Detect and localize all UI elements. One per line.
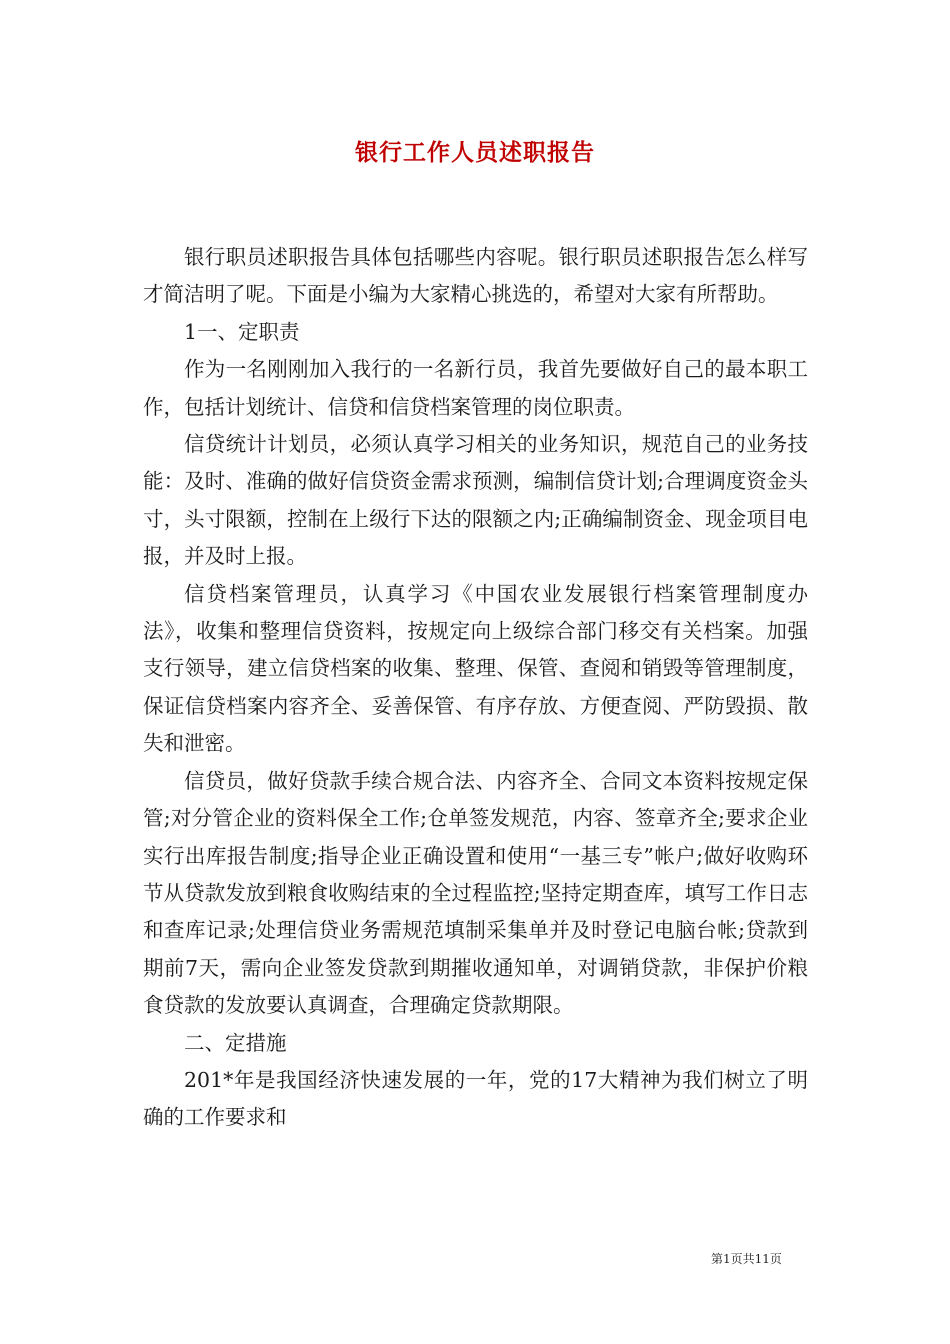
paragraph-credit-officer: 信贷员，做好贷款手续合规合法、内容齐全、合同文本资料按规定保管;对分管企业的资料保全工作;仓单签发规范，内容、签章齐全;要求企业实行出库报告制度;指导企业正确设置和使用“一基三专”帐户;做好收购环节从贷款发放到粮食收购结束的全过程监控;坚持定期查库，填写工作日志和查库记录;处理信贷业务需规范填制采集单并及时登记电脑台帐;贷款到期前7天，需向企业签发贷款到期摧收通知单，对调销贷款，非保护价粮食贷款的发放要认真调查，合理确定贷款期限。: [143, 768, 808, 1018]
paragraph-statistics-planner: 信贷统计计划员，必须认真学习相关的业务知识，规范自己的业务技能：及时、准确的做好信贷资金需求预测，编制信贷计划;合理调度资金头寸，头寸限额，控制在上级行下达的限额之内;正确编制资金、现金项目电报，并及时上报。: [143, 432, 808, 569]
page-number: 第1页共11页: [711, 1252, 782, 1266]
paragraph-intro: 银行职员述职报告具体包括哪些内容呢。银行职员述职报告怎么样写才简洁明了呢。下面是小编为大家精心挑选的，希望对大家有所帮助。: [143, 245, 808, 307]
paragraph-archive-manager: 信贷档案管理员，认真学习《中国农业发展银行档案管理制度办法》，收集和整理信贷资料，按规定向上级综合部门移交有关档案。加强支行领导，建立信贷档案的收集、整理、保管、查阅和销毁等管理制度，保证信贷档案内容齐全、妥善保管、有序存放、方便查阅、严防毁损、散失和泄密。: [143, 581, 808, 756]
section-heading-2: 二、定措施: [184, 1030, 287, 1055]
section-heading-1: 1一、定职责: [184, 319, 300, 344]
paragraph-duties: 作为一名刚刚加入我行的一名新行员，我首先要做好自己的最本职工作，包括计划统计、信贷和信贷档案管理的岗位职责。: [143, 357, 808, 419]
document-body: [143, 239, 808, 1137]
paragraph-measures: 201*年是我国经济快速发展的一年，党的17大精神为我们树立了明确的工作要求和: [143, 1067, 808, 1130]
document-title: 银行工作人员述职报告: [355, 139, 595, 166]
